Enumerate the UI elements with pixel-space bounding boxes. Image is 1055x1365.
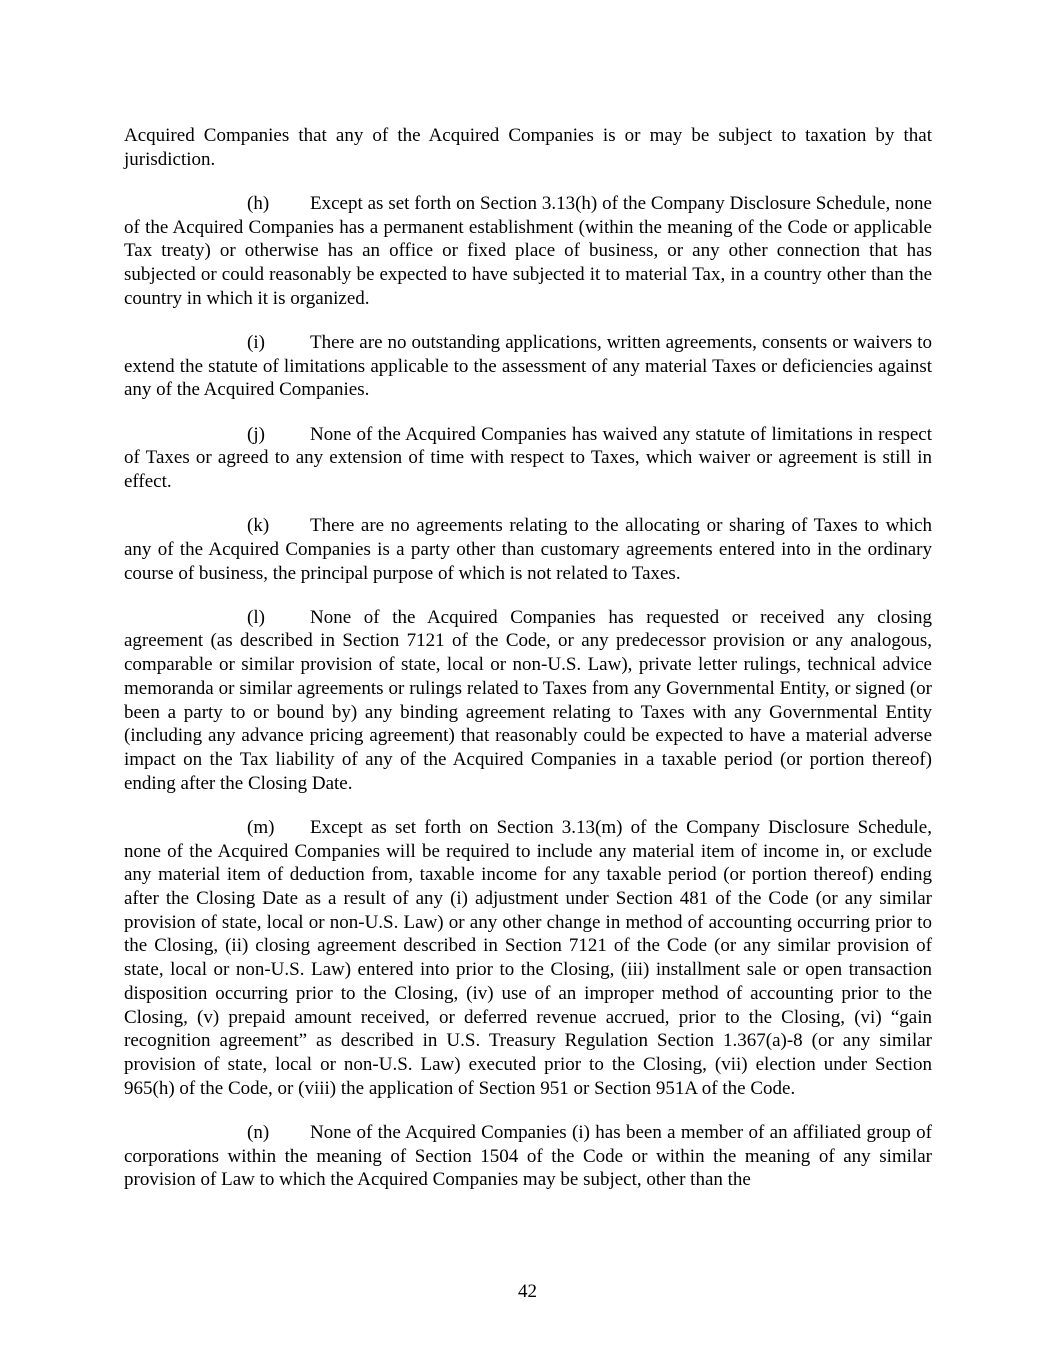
section-k [124, 514, 932, 585]
section-k-text: There are no agreements relating to the allocating or sharing of Taxes to which any of the Acquired Companies is a party other than customary agreements entered into in the ordinary course of business, the principal purpose of which is not related to Taxes. [124, 515, 932, 584]
section-n-label: (n) [247, 1121, 270, 1143]
section-l-text: None of the Acquired Companies has requested or received any closing agreement (as described in Section 7121 of the Code, or any predecessor provision or any analogous, comparable or similar provision of state, local or non-U.S. Law), private letter rulings, technical advice memoranda or similar agreements or rulings related to Taxes from any Governmental Entity, or signed (or been a party to or bound by) any binding agreement relating to Taxes with any Governmental Entity (including any advance pricing agreement) that reasonably could be expected to have a material adverse impact on the Tax liability of any of the Acquired Companies in a taxable period (or portion thereof) ending after the Closing Date. [124, 606, 932, 794]
section-k-label: (k) [247, 515, 270, 537]
continuation-paragraph: Acquired Companies that any of the Acquired Companies is or may be subject to taxation by that jurisdiction. [124, 125, 932, 170]
section-l-label: (l) [247, 606, 265, 628]
section-h [124, 192, 932, 311]
section-h-text: Except as set forth on Section 3.13(h) of the Company Disclosure Schedule, none of the Acquired Companies has a permanent establishment (within the meaning of the Code or applicable Tax treaty) or otherwise has an office or fixed place of business, or any other connection that has subjected or could reasonably be expected to have subjected it to material Tax, in a country other than the country in which it is organized. [124, 192, 932, 309]
section-m [124, 816, 932, 1100]
section-m-label: (m) [247, 816, 275, 838]
section-j-text: None of the Acquired Companies has waived any statute of limitations in respect of Taxes or agreed to any extension of time with respect to Taxes, which waiver or agreement is still in effect. [124, 423, 932, 492]
section-m-text: Except as set forth on Section 3.13(m) of the Company Disclosure Schedule, none of the Acquired Companies will be required to include any material item of income in, or exclude any material item of deduction from, taxable income for any taxable period (or portion thereof) ending after the Closing Date as a result of any (i) adjustment under Section 481 of the Code (or any similar provision of state, local or non-U.S. Law) or any other change in method of accounting occurring prior to the Closing, (ii) closing agreement described in Section 7121 of the Code (or any similar provision of state, local or non-U.S. Law) entered into prior to the Closing, (iii) installment sale or open transaction disposition occurring prior to the Closing, (iv) use of an improper method of accounting prior to the Closing, (v) prepaid amount received, or deferred revenue accrued, prior to the Closing, (vi) “gain recognition agreement” as described in U.S. Treasury Regulation Section 1.367(a)-8 (or any similar provision of state, local or non-U.S. Law) executed prior to the Closing, (vii) election under Section 965(h) of the Code, or (viii) the application of Section 951 or Section 951A of the Code. [124, 816, 932, 1099]
section-i [124, 331, 932, 402]
section-j [124, 423, 932, 494]
document-page [124, 124, 932, 1192]
section-n-text: None of the Acquired Companies (i) has been a member of an affiliated group of corporations within the meaning of Section 1504 of the Code or within the meaning of any similar provision of Law to which the Acquired Companies may be subject, other than the [124, 1121, 932, 1191]
section-j-label: (j) [247, 423, 265, 445]
section-n [124, 1121, 932, 1192]
page-number: 42 [518, 1281, 537, 1302]
section-l [124, 606, 932, 796]
section-i-label: (i) [247, 331, 265, 353]
section-h-label: (h) [247, 192, 270, 214]
section-i-text: There are no outstanding applications, written agreements, consents or waivers to extend the statute of limitations applicable to the assessment of any material Taxes or deficiencies against any of the Acquired Companies. [124, 331, 932, 401]
